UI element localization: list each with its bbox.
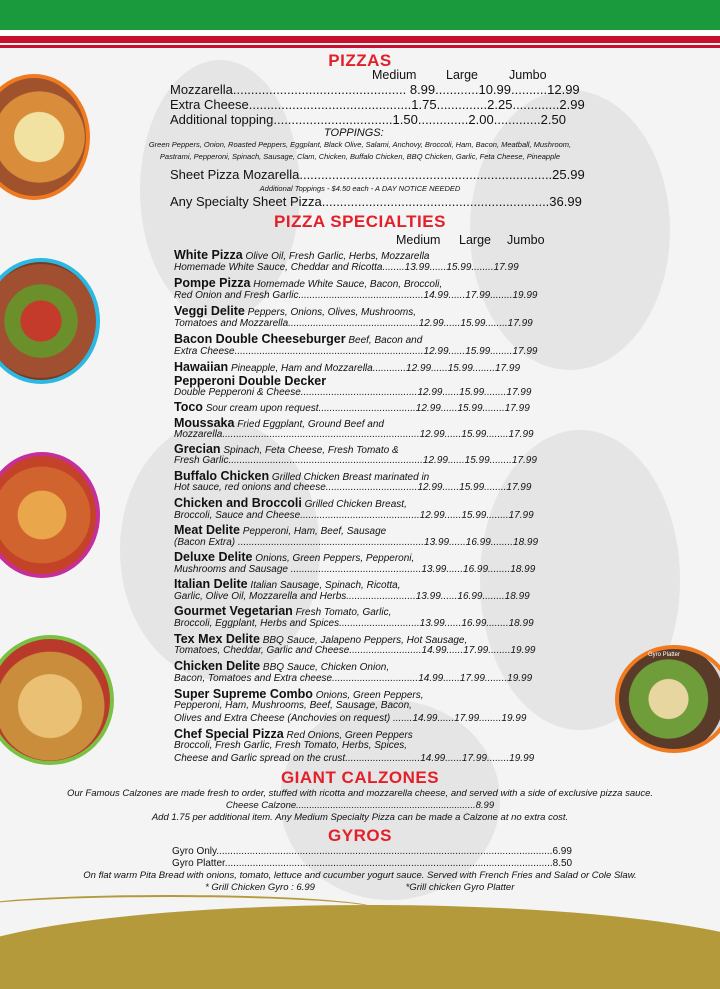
specialty-price-line: Hot sauce, red onions and cheese.................................12.99......15.99........17.99 [174, 482, 532, 493]
specialty-desc: Spinach, Feta Cheese, Fresh Tomato & [220, 445, 399, 456]
specialty-name: White Pizza [174, 248, 243, 262]
specialties-title: PIZZA SPECIALTIES [274, 212, 446, 231]
gyros-description: On flat warm Pita Bread with onions, tomato, lettuce and cucumber yogurt sauce. Served with French Fries and Salad or Cole Slaw. [83, 870, 637, 881]
toppings-label: TOPPINGS: [324, 127, 384, 139]
specialty-price-line: Tomatoes and Mozzarella...............................................12.99......15.99........17.99 [174, 318, 533, 329]
specialty-price-line: Broccoli, Sauce and Cheese...........................................12.99......15.99........17.99 [174, 510, 534, 521]
specialty-sheet-row: Any Specialty Sheet Pizza...............................................................36.99 [170, 194, 582, 209]
pizzas-title: PIZZAS [328, 51, 392, 70]
specialty-desc: Fried Eggplant, Ground Beef and [234, 419, 384, 430]
specialty-price-line: Olives and Extra Cheese (Anchovies on request) .......14.99......17.99........19.99 [174, 713, 527, 724]
specialty-price-line: Mushrooms and Sausage ...............................................13.99......16.99........18.99 [174, 564, 536, 575]
pizza-row-mozzarella: Mozzarella................................................ 8.99............10.99..........12.99 [170, 82, 580, 97]
pizza-row-additional-topping: Additional topping.................................1.50..............2.00.............2.50 [170, 112, 566, 127]
toppings-line-2: Pastrami, Pepperoni, Spinach, Sausage, Clam, Chicken, Buffalo Chicken, BBQ Chicken, Garlic, Feta Cheese, Pineapple [159, 152, 561, 161]
gyros-title: GYROS [328, 826, 392, 845]
specialty-desc-line: Broccoli, Fresh Garlic, Fresh Tomato, Herbs, Spices, [174, 740, 408, 751]
specialty-name: Meat Delite [174, 523, 240, 537]
specialty-name: Moussaka [174, 416, 235, 430]
gyro-platter-photo-label: Gyro Platter [648, 652, 681, 658]
specialty-desc: BBQ Sauce, Jalapeno Peppers, Hot Sausage, [259, 635, 468, 646]
specialties-col-medium: Medium [396, 233, 441, 247]
specialty-price-line: Bacon, Tomatoes and Extra cheese...............................14.99......17.99........19.99 [174, 673, 533, 684]
specialties-col-jumbo: Jumbo [507, 233, 545, 247]
specialty-desc: BBQ Sauce, Chicken Onion, [260, 662, 390, 673]
gyros-note-chicken-platter: *Grill chicken Gyro Platter [405, 882, 515, 893]
specialty-price-line: (Bacon Extra) ...................................................................13.99......16.99........18.99 [174, 537, 539, 548]
specialty-price-line: Red Onion and Fresh Garlic.............................................14.99......17.99........19.99 [174, 290, 538, 301]
specialty-name: Toco [174, 400, 203, 414]
pizzas-col-medium: Medium [372, 68, 417, 82]
toppings-line-1: Green Peppers, Onion, Roasted Peppers, Eggplant, Black Olive, Salami, Anchovy, Broccoli, Ham, Bacon, Meatball, Mushroom, [148, 140, 572, 149]
gyros-note-chicken: * Grill Chicken Gyro : 6.99 [205, 882, 315, 893]
specialty-name: Deluxe Delite [174, 550, 253, 564]
specialty-desc: Olive Oil, Fresh Garlic, Herbs, Mozzarella [242, 251, 430, 262]
specialty-name: Hawaiian [174, 360, 229, 374]
specialty-desc: Onions, Green Peppers, [312, 690, 424, 701]
specialty-name: Bacon Double Cheeseburger [174, 332, 346, 346]
specialty-name: Veggi Delite [174, 304, 245, 318]
specialty-desc: Italian Sausage, Spinach, Ricotta, [247, 580, 401, 591]
specialty-name: Gourmet Vegetarian [174, 604, 293, 618]
specialty-desc: Grilled Chicken Breast marinated in [269, 472, 430, 483]
gyro-only-row: Gyro Only.........................................................................................................................6.99 [172, 846, 572, 857]
pizzas-col-jumbo: Jumbo [509, 68, 547, 82]
gyro-platter-row: Gyro Platter......................................................................................................................8.50 [172, 858, 573, 869]
sheet-pizza-note: Additional Toppings - $4.50 each - A DAY NOTICE NEEDED [259, 184, 461, 193]
specialty-price-line: Tomatoes, Cheddar, Garlic and Cheese..........................14.99......17.99........19.99 [174, 645, 536, 656]
specialty-desc: Sour cream upon request...................................12.99......15.99........17.99 [202, 403, 530, 414]
specialties-col-large: Large [459, 233, 491, 247]
calzones-title: GIANT CALZONES [280, 768, 440, 787]
specialty-desc: Red Onions, Green Peppers [283, 730, 413, 741]
specialty-desc: Beef, Bacon and [345, 335, 423, 346]
calzones-cheese-row: Cheese Calzone....................................................................8.99 [225, 800, 495, 811]
specialty-desc: Pepperoni, Ham, Beef, Sausage [240, 526, 387, 537]
specialty-price-line: Fresh Garlic......................................................................12.99......15.99........17.99 [174, 455, 537, 466]
specialty-desc: Grilled Chicken Breast, [301, 499, 407, 510]
specialty-name: Grecian [174, 442, 221, 456]
specialty-price-line: Garlic, Olive Oil, Mozzarella and Herbs.........................13.99......16.99........18.99 [174, 591, 530, 602]
specialty-price-line: Double Pepperoni & Cheese..........................................12.99......15.99........17.99 [174, 387, 532, 398]
specialty-name: Chicken and Broccoli [174, 496, 302, 510]
specialty-price-line: Cheese and Garlic spread on the crust...........................14.99......17.99........19.99 [174, 753, 535, 764]
specialty-desc: Peppers, Onions, Olives, Mushrooms, [244, 307, 417, 318]
specialty-name: Italian Delite [174, 577, 248, 591]
specialty-price-line: Broccoli, Eggplant, Herbs and Spices.............................13.99......16.99........18.99 [174, 618, 534, 629]
specialty-desc: Homemade White Sauce, Bacon, Broccoli, [250, 279, 443, 290]
specialty-desc: Fresh Tomato, Garlic, [292, 607, 392, 618]
specialty-name: Tex Mex Delite [174, 632, 260, 646]
pizza-row-extra-cheese: Extra Cheese.............................................1.75..............2.25.............2.99 [170, 97, 585, 112]
specialty-name: Chef Special Pizza [174, 727, 284, 741]
specialty-price-line: Mozzarella.......................................................................12.99......15.99........17.99 [174, 429, 534, 440]
calzones-note: Add 1.75 per additional item. Any Medium Specialty Pizza can be made a Calzone at no extra cost. [151, 812, 569, 823]
calzones-description: Our Famous Calzones are made fresh to order, stuffed with ricotta and mozzarella cheese, and served with a side of exclusive pizza sauce. [66, 788, 654, 799]
specialty-name: Pepperoni Double Decker [174, 374, 327, 388]
specialty-name: Chicken Delite [174, 659, 261, 673]
specialty-name: Super Supreme Combo [174, 687, 313, 701]
specialty-price-line: Homemade White Sauce, Cheddar and Ricotta........13.99......15.99........17.99 [174, 262, 519, 273]
specialty-desc-line: Pepperoni, Ham, Mushrooms, Beef, Sausage, Bacon, [174, 700, 412, 711]
specialty-desc: Pineapple, Ham and Mozzarella............12.99......15.99........17.99 [228, 363, 521, 374]
specialty-name: Pompe Pizza [174, 276, 251, 290]
pizzas-col-large: Large [446, 68, 478, 82]
specialty-desc: Onions, Green Peppers, Pepperoni, [252, 553, 415, 564]
specialty-price-line: Extra Cheese....................................................................12.99......15.99........17.99 [174, 346, 538, 357]
specialty-name: Buffalo Chicken [174, 469, 270, 483]
sheet-pizza-row: Sheet Pizza Mozarella......................................................................25.99 [170, 167, 585, 182]
